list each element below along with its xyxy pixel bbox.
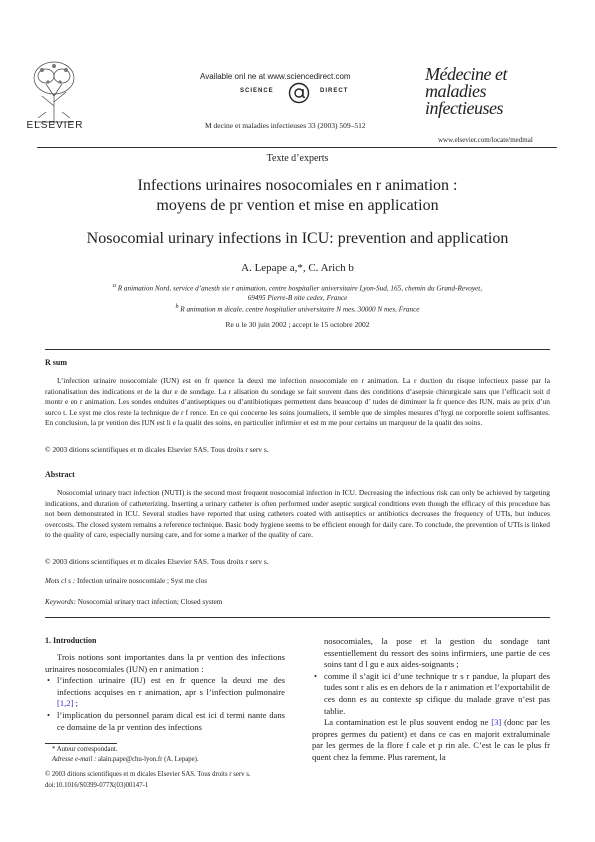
journal-logo — [425, 66, 550, 117]
contamination-text: La contamination est le plus souvent endog ne — [324, 717, 492, 728]
title-english: Nosocomial urinary infections in ICU: prevention and application — [86, 230, 509, 247]
abstract-text: Nosocomial urinary tract infection (NUTI) is the second most frequent nosocomial infection in ICU. Decreasing the infectious risk can only be achieved by targeting indications, and duration of catheterizing. Inserting a urinary catheter is often performed under aseptic surgical conditions even though the efficacy of this procedure has not been demonstrated in ICU. Several studies have reported that using catheters coated with antiseptics or antibiotics decreases the frequency of UTIs, but induces overcosts. The closed system remains a reference technique. Basic body hygiene seems to be efficient enough for daily care. To conclude, the prevention of UTIs is linked to the quality of care, especially nursing care, and for some a marker of the quality of care. — [45, 488, 550, 540]
bullet2-continued: nosocomiales, la pose et la gestion du sondage tant essentiellement du ressort des soins infirmiers, une partie de ces soins tant d l gu e aux aides-soignants ; — [324, 636, 550, 670]
bullet1-suffix: ; — [73, 698, 79, 709]
sciencedirect-at-icon — [288, 82, 310, 104]
abstract-bottom-divider — [45, 617, 550, 618]
keywords-english-value: Nosocomial urinary tract infection; Closed system — [77, 598, 223, 606]
journal-logo-line1: Médecine et — [425, 64, 507, 84]
header-divider — [37, 147, 557, 148]
footnote-email-label: Adresse e-mail : — [52, 756, 97, 763]
affiliation-a-line1: R animation Nord, service d’anesth sie r animation, centre hospitalier universitaire Lyon-Sud, 165, chemin du Grand-Revoyet, — [117, 284, 483, 293]
bullet-item-1 — [45, 675, 285, 710]
abstract-heading: Abstract — [45, 470, 75, 479]
journal-url-link[interactable]: www.elsevier.com/locate/medmal — [438, 136, 533, 144]
bullet-item-3: • comme il s’agit ici d’une technique tr s r pandue, la plupart des tudes sont r alis es en dehors de la r animation et l’exportabilit de ces donn es au contexte sp cifique du malade grave n’est pas tablie. — [312, 671, 550, 717]
intro-bullets-left — [45, 675, 285, 733]
footer-copyright: © 2003 ditions scientifiques et m dicales Elsevier SAS. Tous droits r serv s. — [45, 771, 251, 778]
footnote-divider — [45, 743, 117, 744]
sciencedirect-right-word: DIRECT — [320, 88, 349, 94]
title-french — [0, 176, 595, 216]
available-online-text: Available onl ne at www.sciencedirect.com — [200, 72, 351, 81]
bullet-item-2: • l’implication du personnel param dical est ici d termi nante dans ce domaine de la pr vention des infections — [45, 710, 285, 733]
sciencedirect-left-word: SCIENCE — [240, 88, 274, 94]
reference-link-1-2[interactable]: [1,2] — [57, 698, 74, 709]
contamination-text-rest: (donc par les propres germes du patient) et dans ce cas en majorit extraluminale par les germes de la flore f cale et p rin ale. C’est le cas le plus fr quent chez la femme. Plus rarement, la — [312, 717, 550, 762]
affiliation-a-line2: 69495 Pierre-B nite cedex, France — [247, 294, 348, 303]
keywords-french-value: Infection urinaire nosocomiale ; Syst me clos — [76, 577, 208, 585]
keywords-french — [45, 577, 207, 585]
sciencedirect-logo — [240, 82, 380, 104]
intro-bullets-right — [312, 671, 550, 717]
footnote-email — [52, 755, 199, 764]
authors-line: A. Lepape a,*, C. Arich b — [241, 262, 354, 274]
footnote-corresponding: * Auteur correspondant. — [52, 746, 118, 753]
intro-paragraph: Trois notions sont importantes dans la pr vention des infections urinaires nosocomiales (IUN) en r animation : — [45, 652, 285, 674]
keywords-english-label: Keywords: — [45, 598, 76, 606]
affiliation-b-marker: b — [175, 304, 179, 310]
introduction-heading: 1. Introduction — [45, 636, 97, 645]
keywords-french-label: Mots cl s : — [45, 577, 76, 585]
section-label: Texte d’experts — [266, 153, 329, 164]
journal-logo-line2: maladies infectieuses — [425, 81, 503, 118]
abstract-copyright: © 2003 ditions scientifiques et m dicales Elsevier SAS. Tous droits r serv s. — [45, 557, 269, 566]
affiliation-b-line: R animation m dicale, centre hospitalier universitaire N mes, 30000 N mes, France — [180, 305, 420, 314]
left-column — [45, 652, 285, 733]
elsevier-wordmark: ELSEVIER — [26, 120, 84, 131]
resume-text: L’infection urinaire nosocomiale (IUN) est en fr quence la deuxi me infection nosocomiale en r animation. La r duction du risque infectieux passe par la rationalisation des indications et de la dur e de sondage. La r alisation du sondage se fait souvent dans des conditions d’asepsie chirurgicale sans que l’efficacit soit d montr e en r animation. Les sondes enduites d’antiseptiques ou d’antibiotiques permettent dans beaucoup d’ tudes de diminuer la fr quence des IUN, mais au prix d’un surco t. Le syst me clos reste la technique de r f rence. En ce qui concerne les soins journaliers, il semble que de simples mesures d’hygi ne corporelle soient suffisantes. En conclusion, la pr vention des IUN est li e la qualit des soins, en particulier infirmier et est m me pour certains un marqueur de la qualit des soins. — [45, 376, 550, 428]
footnote-email-value[interactable]: alain.pape@chu-lyon.fr (A. Lepape). — [98, 756, 199, 763]
bullet1-text: l’infection urinaire (IU) est en fr quence la deuxi me des infections acquises en r animation, apr s l’infection pulmonaire — [57, 675, 285, 697]
received-dates: Re u le 30 juin 2002 ; accept le 15 octobre 2002 — [225, 320, 370, 329]
reference-link-3[interactable]: [3] — [491, 717, 502, 728]
contamination-paragraph — [312, 717, 550, 763]
resume-copyright: © 2003 ditions scientifiques et m dicales Elsevier SAS. Tous droits r serv s. — [45, 445, 269, 454]
affiliation-b — [80, 302, 515, 314]
title-french-line1: Infections urinaires nosocomiales en r animation : — [137, 177, 458, 194]
right-column — [312, 636, 550, 764]
resume-heading: R sum — [45, 358, 68, 367]
affiliation-a-marker: a — [112, 283, 116, 289]
footer-doi[interactable]: doi:10.1016/S0399-077X(03)00147-1 — [45, 782, 149, 789]
abstract-top-divider — [45, 349, 550, 350]
journal-citation: M decine et maladies infectieuses 33 (2003) 509–512 — [205, 121, 366, 130]
keywords-english — [45, 598, 222, 606]
affiliation-a — [80, 281, 515, 303]
title-french-line2: moyens de pr vention et mise en application — [156, 197, 439, 214]
